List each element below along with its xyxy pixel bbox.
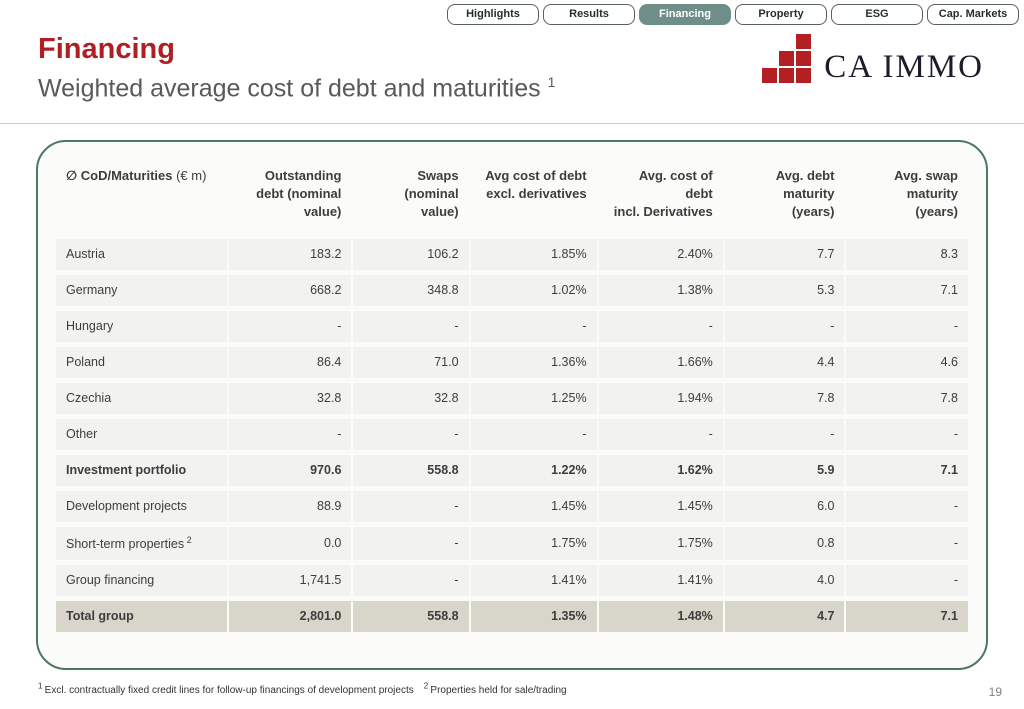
value-cell: 86.4 bbox=[229, 347, 351, 378]
page-title: Financing bbox=[38, 33, 175, 65]
row-label-cell: Other bbox=[56, 419, 227, 450]
value-cell: 4.0 bbox=[725, 565, 845, 596]
value-cell: - bbox=[846, 565, 968, 596]
column-header: Avg. debt maturity (years) bbox=[775, 168, 835, 220]
footnotes bbox=[38, 682, 577, 696]
value-cell: 2.40% bbox=[599, 239, 723, 270]
table-row bbox=[56, 419, 968, 450]
table-header-row bbox=[56, 159, 968, 234]
tab-esg[interactable]: ESG bbox=[831, 4, 923, 25]
value-cell: 2,801.0 bbox=[229, 601, 351, 632]
value-cell: 1.22% bbox=[471, 455, 597, 486]
value-cell: 0.8 bbox=[725, 527, 845, 560]
page-number: 19 bbox=[988, 685, 1002, 699]
cod-maturities-table bbox=[54, 154, 970, 637]
value-cell: 7.1 bbox=[846, 275, 968, 306]
value-cell: 1.41% bbox=[599, 565, 723, 596]
value-cell: - bbox=[229, 311, 351, 342]
value-cell: 7.8 bbox=[725, 383, 845, 414]
row-label-cell: Hungary bbox=[56, 311, 227, 342]
value-cell: 1.25% bbox=[471, 383, 597, 414]
value-cell: 970.6 bbox=[229, 455, 351, 486]
value-cell: 8.3 bbox=[846, 239, 968, 270]
value-cell: - bbox=[599, 311, 723, 342]
value-cell: 32.8 bbox=[229, 383, 351, 414]
tab-results[interactable]: Results bbox=[543, 4, 635, 25]
table-row bbox=[56, 491, 968, 522]
value-cell: - bbox=[353, 565, 468, 596]
column-header-row-label: ∅ CoD/Maturities (€ m) bbox=[66, 168, 207, 183]
logo-blocks-icon bbox=[762, 34, 811, 83]
value-cell: 4.6 bbox=[846, 347, 968, 378]
value-cell: - bbox=[725, 419, 845, 450]
value-cell: 558.8 bbox=[353, 455, 468, 486]
value-cell: 1,741.5 bbox=[229, 565, 351, 596]
column-header: Avg. swap maturity (years) bbox=[894, 168, 958, 220]
row-label-cell: Group financing bbox=[56, 565, 227, 596]
slide-header bbox=[38, 34, 555, 103]
table-row bbox=[56, 383, 968, 414]
column-header: Avg cost of debt excl. derivatives bbox=[485, 168, 587, 202]
value-cell: 88.9 bbox=[229, 491, 351, 522]
value-cell: - bbox=[471, 419, 597, 450]
tab-cap-markets[interactable]: Cap. Markets bbox=[927, 4, 1019, 25]
page-subtitle-text: Weighted average cost of debt and maturities bbox=[38, 74, 541, 103]
tab-property[interactable]: Property bbox=[735, 4, 827, 25]
footnote: $^1$ Excl. contractually fixed credit lines for follow-up financings of development projects bbox=[38, 681, 414, 696]
table-row bbox=[56, 455, 968, 486]
value-cell: - bbox=[471, 311, 597, 342]
row-label-cell: Short-term properties $^2$ bbox=[56, 527, 227, 560]
value-cell: 7.7 bbox=[725, 239, 845, 270]
column-header: Outstanding debt (nominal value) bbox=[256, 168, 342, 220]
table-row bbox=[56, 311, 968, 342]
value-cell: 71.0 bbox=[353, 347, 468, 378]
footnote: $^2$ Properties held for sale/trading bbox=[423, 681, 567, 696]
value-cell: - bbox=[353, 419, 468, 450]
value-cell: 1.62% bbox=[599, 455, 723, 486]
value-cell: 1.41% bbox=[471, 565, 597, 596]
value-cell: - bbox=[846, 311, 968, 342]
value-cell: 1.75% bbox=[599, 527, 723, 560]
page-subtitle bbox=[38, 75, 555, 103]
table-row bbox=[56, 347, 968, 378]
value-cell: 1.02% bbox=[471, 275, 597, 306]
column-header: Swaps (nominal value) bbox=[404, 168, 459, 220]
header-divider bbox=[0, 123, 1024, 124]
value-cell: 183.2 bbox=[229, 239, 351, 270]
table-row bbox=[56, 275, 968, 306]
row-label-cell: Germany bbox=[56, 275, 227, 306]
brand-logo bbox=[762, 34, 984, 83]
tab-highlights[interactable]: Highlights bbox=[447, 4, 539, 25]
row-label-cell: Czechia bbox=[56, 383, 227, 414]
value-cell: 1.45% bbox=[599, 491, 723, 522]
value-cell: 1.48% bbox=[599, 601, 723, 632]
value-cell: 0.0 bbox=[229, 527, 351, 560]
table-row bbox=[56, 239, 968, 270]
row-label-cell: Total group bbox=[56, 601, 227, 632]
row-label-cell: Investment portfolio bbox=[56, 455, 227, 486]
row-label-cell: Austria bbox=[56, 239, 227, 270]
table-body bbox=[56, 239, 968, 632]
value-cell: 1.45% bbox=[471, 491, 597, 522]
value-cell: 1.66% bbox=[599, 347, 723, 378]
value-cell: 1.75% bbox=[471, 527, 597, 560]
value-cell: 6.0 bbox=[725, 491, 845, 522]
value-cell: - bbox=[353, 491, 468, 522]
value-cell: - bbox=[353, 311, 468, 342]
table-row bbox=[56, 527, 968, 560]
value-cell: 668.2 bbox=[229, 275, 351, 306]
value-cell: 1.85% bbox=[471, 239, 597, 270]
value-cell: - bbox=[846, 491, 968, 522]
value-cell: - bbox=[229, 419, 351, 450]
brand-name: CA IMMO bbox=[824, 48, 984, 85]
row-label-cell: Development projects bbox=[56, 491, 227, 522]
value-cell: 32.8 bbox=[353, 383, 468, 414]
value-cell: 1.38% bbox=[599, 275, 723, 306]
value-cell: 558.8 bbox=[353, 601, 468, 632]
value-cell: 1.35% bbox=[471, 601, 597, 632]
value-cell: 4.7 bbox=[725, 601, 845, 632]
value-cell: - bbox=[725, 311, 845, 342]
value-cell: 7.1 bbox=[846, 455, 968, 486]
value-cell: 5.3 bbox=[725, 275, 845, 306]
value-cell: 7.1 bbox=[846, 601, 968, 632]
value-cell: 4.4 bbox=[725, 347, 845, 378]
column-header: Avg. cost of debt incl. Derivatives bbox=[613, 168, 713, 220]
value-cell: - bbox=[353, 527, 468, 560]
cod-maturities-card bbox=[36, 140, 988, 670]
value-cell: 7.8 bbox=[846, 383, 968, 414]
value-cell: 1.36% bbox=[471, 347, 597, 378]
row-label-cell: Poland bbox=[56, 347, 227, 378]
value-cell: 1.94% bbox=[599, 383, 723, 414]
nav-tabs bbox=[447, 4, 1019, 25]
value-cell: 348.8 bbox=[353, 275, 468, 306]
subtitle-footnote-marker: 1 bbox=[547, 73, 556, 90]
value-cell: - bbox=[846, 527, 968, 560]
table-header bbox=[56, 159, 968, 234]
tab-financing[interactable]: Financing bbox=[639, 4, 731, 25]
value-cell: 5.9 bbox=[725, 455, 845, 486]
value-cell: 106.2 bbox=[353, 239, 468, 270]
value-cell: - bbox=[599, 419, 723, 450]
table-row bbox=[56, 601, 968, 632]
value-cell: - bbox=[846, 419, 968, 450]
table-row bbox=[56, 565, 968, 596]
